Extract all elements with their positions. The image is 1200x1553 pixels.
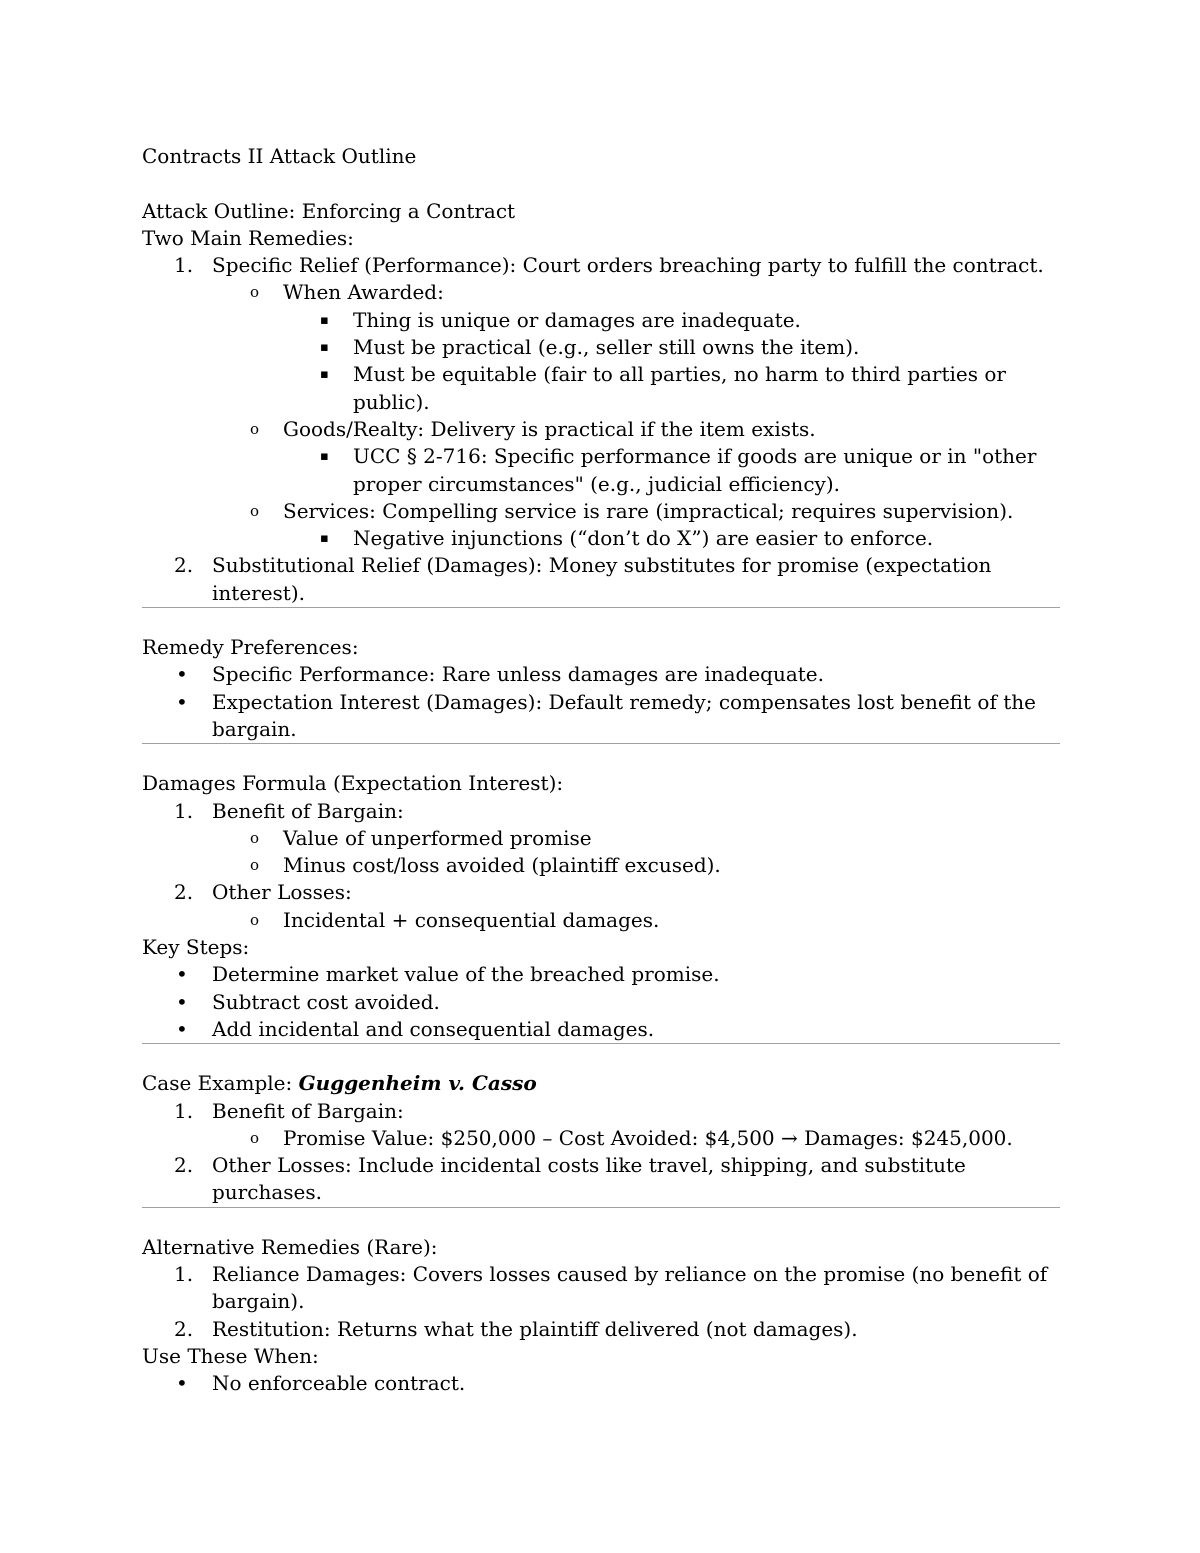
list-item-text: Other Losses: Include incidental costs like travel, shipping, and substitute purchases. [212, 1153, 966, 1205]
subheading-main-remedies: Two Main Remedies: [142, 225, 354, 250]
list-item [142, 852, 1060, 879]
list-item-text: Reliance Damages: Covers losses caused by reliance on the promise (no benefit of bargain). [212, 1261, 1048, 1314]
list-item-text: Restitution: Returns what the plaintiff delivered (not damages). [212, 1316, 858, 1341]
list-number: 1. [174, 1098, 194, 1123]
circle-bullet-icon: o [250, 1128, 260, 1147]
list-item [142, 1016, 1060, 1043]
list-item [142, 252, 1060, 279]
list-item-text: Value of unperformed promise [283, 825, 592, 850]
list-item-text: When Awarded: [283, 280, 444, 305]
list-item [142, 552, 1060, 607]
list-item-text: Benefit of Bargain: [212, 798, 404, 823]
case-example-label: Case Example: [142, 1071, 299, 1096]
square-bullet-icon: ▪ [320, 340, 329, 356]
list-item [142, 443, 1060, 498]
list-item [142, 1098, 1060, 1125]
list-item-text: Substitutional Relief (Damages): Money substitutes for promise (expectation interest). [212, 553, 992, 605]
list-number: 2. [174, 1316, 194, 1341]
list-item-text: Subtract cost avoided. [212, 989, 440, 1014]
case-name: Guggenheim v. Casso [298, 1071, 537, 1096]
list-number: 1. [174, 253, 194, 278]
list-item [142, 825, 1060, 852]
section-divider [142, 607, 1060, 608]
square-bullet-icon: ▪ [320, 312, 329, 328]
list-item [142, 1370, 1060, 1397]
list-item-text: Other Losses: [212, 880, 352, 905]
document-title: Contracts II Attack Outline [142, 144, 417, 168]
circle-bullet-icon: o [250, 828, 260, 847]
section-heading-case-example [142, 1070, 1060, 1097]
list-number: 2. [174, 1153, 194, 1178]
section-divider [142, 743, 1060, 744]
list-item [142, 879, 1060, 906]
list-item-text: Must be equitable (fair to all parties, no harm to third parties or public). [353, 362, 1006, 414]
list-item [142, 307, 1060, 334]
bullet-icon: • [176, 689, 188, 714]
list-number: 2. [174, 553, 194, 578]
section-heading-alternative-remedies: Alternative Remedies (Rare): [142, 1234, 438, 1259]
list-item [142, 961, 1060, 988]
list-item-text: Must be practical (e.g., seller still owns the item). [353, 335, 860, 360]
square-bullet-icon: ▪ [320, 531, 329, 547]
list-item [142, 689, 1060, 744]
circle-bullet-icon: o [250, 283, 260, 302]
bullet-icon: • [176, 662, 188, 687]
square-bullet-icon: ▪ [320, 367, 329, 383]
list-item [142, 661, 1060, 688]
list-item [142, 1261, 1060, 1316]
list-item-text: Specific Relief (Performance): Court orders breaching party to fulfill the contract. [212, 253, 1044, 278]
list-item-text: Specific Performance: Rare unless damages are inadequate. [212, 662, 825, 687]
list-item-text: Promise Value: $250,000 – Cost Avoided: $4,500 → Damages: $245,000. [283, 1125, 1013, 1150]
list-item [142, 907, 1060, 934]
bullet-icon: • [176, 1371, 188, 1396]
circle-bullet-icon: o [250, 910, 260, 929]
list-item-text: Services: Compelling service is rare (impractical; requires supervision). [283, 498, 1014, 523]
list-item [142, 989, 1060, 1016]
list-item-text: Thing is unique or damages are inadequate. [353, 307, 801, 332]
circle-bullet-icon: o [250, 419, 260, 438]
list-item [142, 416, 1060, 443]
list-item-text: Add incidental and consequential damages. [212, 1016, 655, 1041]
list-number: 1. [174, 798, 194, 823]
list-item-text: Determine market value of the breached promise. [212, 962, 720, 987]
list-number: 2. [174, 880, 194, 905]
list-item [142, 798, 1060, 825]
list-item-text: Benefit of Bargain: [212, 1098, 404, 1123]
bullet-icon: • [176, 1016, 188, 1041]
list-item [142, 1152, 1060, 1207]
list-item-text: No enforceable contract. [212, 1371, 466, 1396]
list-item [142, 334, 1060, 361]
circle-bullet-icon: o [250, 501, 260, 520]
list-item-text: Minus cost/loss avoided (plaintiff excused). [283, 853, 721, 878]
section-heading-preferences: Remedy Preferences: [142, 635, 359, 660]
list-item [142, 498, 1060, 525]
list-item-text: Goods/Realty: Delivery is practical if the item exists. [283, 416, 816, 441]
list-item [142, 279, 1060, 306]
list-item [142, 525, 1060, 552]
list-item [142, 1125, 1060, 1152]
list-item [142, 361, 1060, 416]
list-item [142, 1316, 1060, 1343]
section-heading-damages-formula: Damages Formula (Expectation Interest): [142, 771, 564, 796]
subheading-use-these-when: Use These When: [142, 1343, 319, 1368]
bullet-icon: • [176, 962, 188, 987]
section-divider [142, 1043, 1060, 1044]
circle-bullet-icon: o [250, 856, 260, 875]
list-item-text: Negative injunctions (“don’t do X”) are easier to enforce. [353, 526, 934, 551]
section-divider [142, 1207, 1060, 1208]
bullet-icon: • [176, 989, 188, 1014]
list-item-text: Expectation Interest (Damages): Default remedy; compensates lost benefit of the bargain. [212, 689, 1036, 741]
square-bullet-icon: ▪ [320, 449, 329, 465]
list-item-text: UCC § 2-716: Specific performance if goods are unique or in "other proper circumstances" (e.g., judicial efficiency). [353, 444, 1037, 496]
list-item-text: Incidental + consequential damages. [283, 907, 660, 932]
subheading-key-steps: Key Steps: [142, 935, 250, 960]
document-body [142, 143, 1060, 1397]
section-heading-enforcing: Attack Outline: Enforcing a Contract [142, 198, 516, 223]
list-number: 1. [174, 1261, 194, 1286]
